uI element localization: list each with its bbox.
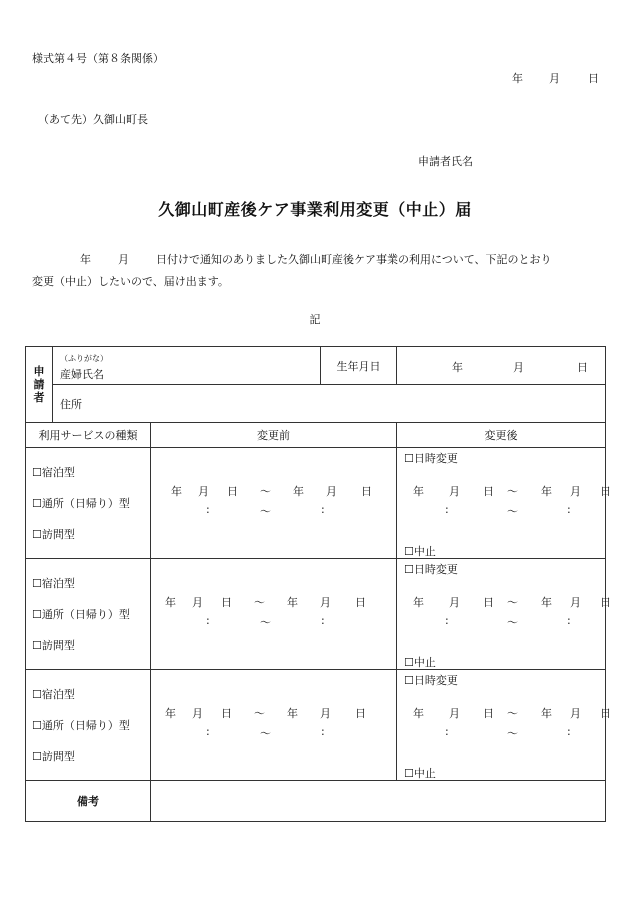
body-text-line-2: 変更（中止）したいので、届け出ます。 bbox=[32, 275, 229, 288]
after-range-tilde: 〜 bbox=[507, 707, 518, 720]
after-start-month: 月 bbox=[449, 485, 460, 498]
after-time-tilde: 〜 bbox=[507, 616, 518, 629]
after-end-day: 日 bbox=[600, 707, 611, 720]
applicant-name-label: 申請者氏名 bbox=[418, 155, 473, 168]
service-lodging-checkbox[interactable]: ☐宿泊型 bbox=[32, 687, 75, 701]
after-period[interactable] bbox=[397, 559, 611, 670]
after-range-tilde: 〜 bbox=[507, 596, 518, 609]
after-start-month: 月 bbox=[449, 707, 460, 720]
before-header: 変更前 bbox=[151, 423, 397, 448]
service-visit-checkbox[interactable]: ☐訪問型 bbox=[32, 749, 75, 763]
submission-year: 年 bbox=[512, 72, 523, 85]
cancel-checkbox[interactable]: ☐中止 bbox=[404, 656, 436, 669]
after-end-day: 日 bbox=[600, 596, 611, 609]
before-start-day: 日 bbox=[221, 707, 232, 720]
before-end-colon: : bbox=[321, 725, 325, 738]
after-end-colon: : bbox=[567, 503, 571, 516]
before-range-tilde: 〜 bbox=[254, 707, 265, 720]
after-start-year: 年 bbox=[413, 707, 424, 720]
furigana-label: （ふりがな） bbox=[60, 354, 108, 363]
after-end-year: 年 bbox=[541, 707, 552, 720]
after-end-month: 月 bbox=[570, 707, 581, 720]
after-start-colon: : bbox=[445, 725, 449, 738]
before-end-day: 日 bbox=[355, 707, 366, 720]
ki-heading: 記 bbox=[309, 313, 321, 326]
before-end-colon: : bbox=[321, 614, 325, 627]
applicant-vertical-label bbox=[26, 347, 53, 423]
submission-day: 日 bbox=[588, 72, 599, 85]
change-form-table bbox=[25, 346, 611, 822]
before-start-month: 月 bbox=[192, 596, 203, 609]
before-time-tilde: 〜 bbox=[260, 727, 271, 740]
document-title: 久御山町産後ケア事業利用変更（中止）届 bbox=[158, 200, 472, 219]
after-start-day: 日 bbox=[483, 707, 494, 720]
after-start-year: 年 bbox=[413, 596, 424, 609]
after-start-year: 年 bbox=[413, 485, 424, 498]
before-start-colon: : bbox=[206, 614, 210, 627]
applicant-char-3: 者 bbox=[33, 391, 45, 404]
before-start-month: 月 bbox=[198, 485, 209, 498]
before-start-colon: : bbox=[206, 503, 210, 516]
before-start-month: 月 bbox=[192, 707, 203, 720]
body-month: 月 bbox=[118, 253, 129, 266]
service-lodging-checkbox[interactable]: ☐宿泊型 bbox=[32, 465, 75, 479]
after-time-tilde: 〜 bbox=[507, 505, 518, 518]
service-daytrip-checkbox[interactable]: ☐通所（日帰り）型 bbox=[32, 718, 130, 732]
after-time-tilde: 〜 bbox=[507, 727, 518, 740]
before-start-colon: : bbox=[206, 725, 210, 738]
after-header: 変更後 bbox=[397, 423, 606, 448]
applicant-char-1: 申 bbox=[33, 365, 45, 378]
birth-month: 月 bbox=[513, 361, 524, 374]
submission-month: 月 bbox=[549, 72, 560, 85]
after-end-colon: : bbox=[567, 725, 571, 738]
datetime-change-checkbox[interactable]: ☐日時変更 bbox=[404, 674, 458, 687]
before-start-year: 年 bbox=[165, 707, 176, 720]
before-end-colon: : bbox=[321, 503, 325, 516]
address-cell[interactable] bbox=[53, 385, 606, 423]
before-end-day: 日 bbox=[361, 485, 372, 498]
service-options bbox=[26, 559, 151, 670]
cancel-checkbox[interactable]: ☐中止 bbox=[404, 545, 436, 558]
before-time-tilde: 〜 bbox=[260, 505, 271, 518]
birthdate-label: 生年月日 bbox=[321, 347, 397, 385]
before-range-tilde: 〜 bbox=[254, 596, 265, 609]
applicant-char-2: 請 bbox=[33, 378, 45, 391]
before-end-year: 年 bbox=[287, 707, 298, 720]
before-period[interactable] bbox=[151, 448, 397, 559]
after-period[interactable] bbox=[397, 448, 611, 559]
before-end-month: 月 bbox=[320, 596, 331, 609]
before-range-tilde: 〜 bbox=[260, 485, 271, 498]
form-number: 様式第４号（第８条関係） bbox=[32, 52, 164, 65]
after-start-day: 日 bbox=[483, 596, 494, 609]
after-start-day: 日 bbox=[483, 485, 494, 498]
after-range-tilde: 〜 bbox=[507, 485, 518, 498]
birth-year: 年 bbox=[452, 361, 463, 374]
after-end-colon: : bbox=[567, 614, 571, 627]
before-start-year: 年 bbox=[171, 485, 182, 498]
before-period[interactable] bbox=[151, 559, 397, 670]
service-daytrip-checkbox[interactable]: ☐通所（日帰り）型 bbox=[32, 607, 130, 621]
after-end-year: 年 bbox=[541, 485, 552, 498]
birthdate-cell[interactable] bbox=[397, 347, 606, 385]
before-end-month: 月 bbox=[320, 707, 331, 720]
body-rest: 日付けで通知のありました久御山町産後ケア事業の利用について、下記のとおり bbox=[156, 253, 552, 266]
after-end-month: 月 bbox=[570, 596, 581, 609]
body-year: 年 bbox=[80, 253, 91, 266]
service-options bbox=[26, 670, 151, 781]
after-start-colon: : bbox=[445, 614, 449, 627]
service-options bbox=[26, 448, 151, 559]
before-end-day: 日 bbox=[355, 596, 366, 609]
birth-day: 日 bbox=[577, 361, 588, 374]
before-end-year: 年 bbox=[287, 596, 298, 609]
datetime-change-checkbox[interactable]: ☐日時変更 bbox=[404, 452, 458, 465]
remarks-label: 備考 bbox=[26, 781, 151, 822]
name-cell[interactable] bbox=[53, 347, 321, 385]
service-daytrip-checkbox[interactable]: ☐通所（日帰り）型 bbox=[32, 496, 130, 510]
after-end-year: 年 bbox=[541, 596, 552, 609]
addressee: （あて先）久御山町長 bbox=[38, 113, 148, 126]
before-period[interactable] bbox=[151, 670, 397, 781]
service-lodging-checkbox[interactable]: ☐宿泊型 bbox=[32, 576, 75, 590]
datetime-change-checkbox[interactable]: ☐日時変更 bbox=[404, 563, 458, 576]
service-type-header: 利用サービスの種類 bbox=[26, 423, 151, 448]
remarks-field[interactable] bbox=[151, 781, 606, 822]
service-visit-checkbox[interactable]: ☐訪問型 bbox=[32, 527, 75, 541]
after-end-month: 月 bbox=[570, 485, 581, 498]
after-period[interactable] bbox=[397, 670, 611, 781]
before-end-month: 月 bbox=[326, 485, 337, 498]
after-start-colon: : bbox=[445, 503, 449, 516]
before-start-day: 日 bbox=[221, 596, 232, 609]
before-time-tilde: 〜 bbox=[260, 616, 271, 629]
address-label: 住所 bbox=[60, 397, 82, 411]
before-start-year: 年 bbox=[165, 596, 176, 609]
name-label: 産婦氏名 bbox=[60, 368, 104, 381]
before-start-day: 日 bbox=[227, 485, 238, 498]
service-visit-checkbox[interactable]: ☐訪問型 bbox=[32, 638, 75, 652]
after-start-month: 月 bbox=[449, 596, 460, 609]
cancel-checkbox[interactable]: ☐中止 bbox=[404, 767, 436, 780]
after-end-day: 日 bbox=[600, 485, 611, 498]
before-end-year: 年 bbox=[293, 485, 304, 498]
